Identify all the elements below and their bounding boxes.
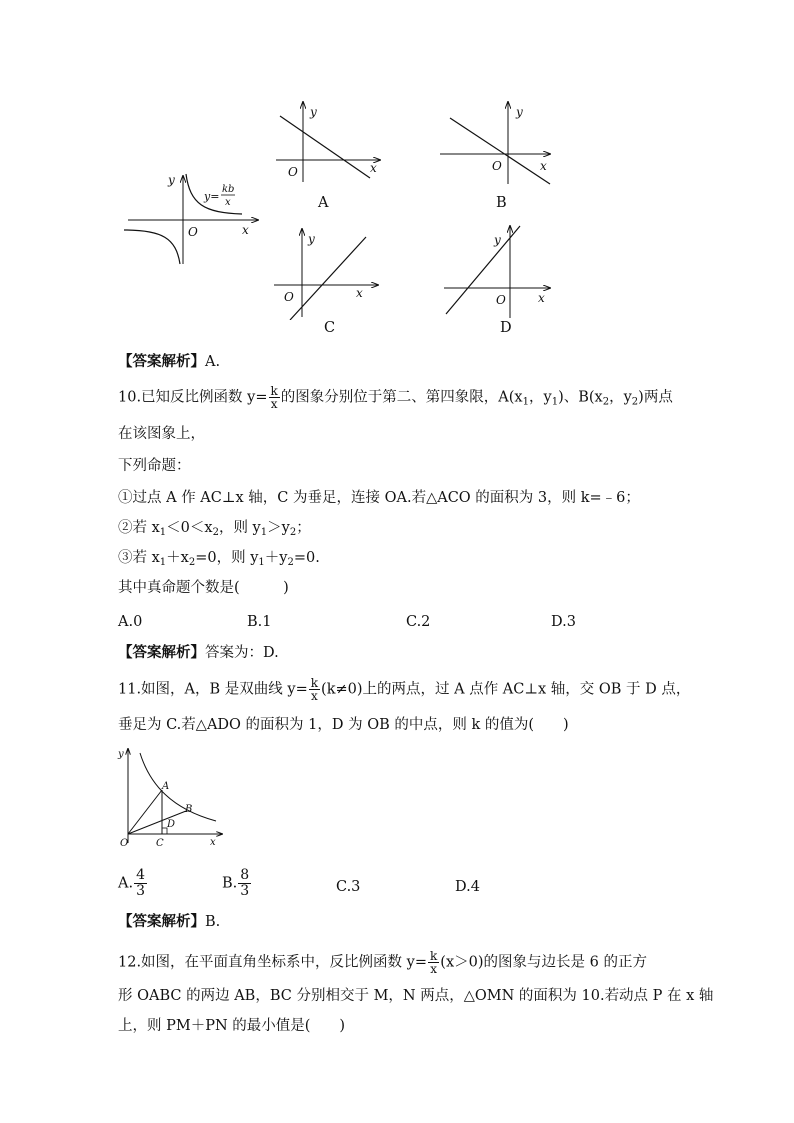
- q10-line3: 下列命题：: [118, 458, 191, 474]
- q12-line1: 12.如图，在平面直角坐标系中，反比例函数 y= $\frac{k}{x}$ (x＞0)的图象与边长是 6 的正方: [118, 949, 647, 976]
- x-label-d: x: [538, 291, 545, 305]
- svg-text:B: B: [185, 804, 193, 815]
- origin-label: O: [188, 225, 198, 239]
- option-d-letter: D: [500, 320, 512, 336]
- q12-line2: 形 OABC 的两边 AB，BC 分别相交于 M，N 两点，△OMN 的面积为 10.若动点 P 在 x 轴: [118, 988, 714, 1004]
- q11-choice-c: C.3: [336, 879, 361, 895]
- x-label: x: [242, 223, 249, 237]
- answer-9: [118, 352, 220, 372]
- origin-label-c: O: [284, 290, 294, 304]
- x-label-c: x: [356, 286, 363, 300]
- option-b-graph: [436, 98, 556, 188]
- y-label-c: y: [308, 232, 315, 246]
- q10-proposition-2: ②若 $x_1<0<x_2$，则 $y_1>y_2$；: [118, 520, 311, 538]
- q10-ask: 其中真命题个数是( ): [118, 580, 289, 596]
- curve-label-num: kb: [222, 184, 235, 195]
- q11-hyperbola: [140, 753, 216, 821]
- curve-label-y: y=: [204, 190, 220, 203]
- q11-choice-b: B. $\frac{8}{3}$: [222, 867, 250, 899]
- answer-10: 【答案解析】答案为：D.: [118, 644, 279, 661]
- y-label-d: y: [494, 233, 501, 247]
- q10-choice-c: C.2: [406, 614, 431, 630]
- origin-label-b: O: [492, 159, 502, 173]
- q10-choice-b: B.1: [247, 614, 272, 630]
- q10-proposition-1: ①过点 A 作 AC⊥x 轴，C 为垂足，连接 OA.若△ACO 的面积为 3，则 k=﹣6；: [118, 490, 640, 506]
- curve-label-den: x: [225, 197, 231, 208]
- y-label-a: y: [310, 105, 317, 119]
- origin-label-d: O: [496, 293, 506, 307]
- q11-line1: 11.如图，A，B 是双曲线 y= $\frac{k}{x}$ (k≠0)上的两点，过 A 点作 AC⊥x 轴，交 OB 于 D 点，: [118, 676, 691, 703]
- q10-line1: 10.已知反比例函数 y= $\frac{k}{x}$ 的图象分别位于第二、第四象限，$A(x_1$，$y_1$)、$B(x_2$，$y_2$)两点: [118, 384, 673, 411]
- q10-choice-a: A.0: [118, 614, 143, 630]
- q10-pre: 10.已知反比例函数 y=: [118, 389, 268, 406]
- q11-line2: 垂足为 C.若△ADO 的面积为 1，D 为 OB 的中点，则 k 的值为( ): [118, 717, 569, 733]
- svg-text:x: x: [210, 837, 216, 848]
- q10-choice-d: D.3: [551, 614, 576, 630]
- q11-choice-a: A. $\frac{4}{3}$: [118, 867, 146, 899]
- option-a-graph: [270, 98, 385, 188]
- hyperbola-branch-2: [124, 230, 180, 264]
- x-label-a: x: [370, 161, 377, 175]
- option-d-graph: [440, 222, 555, 322]
- svg-text:y: y: [118, 749, 124, 760]
- y-label: y: [168, 173, 175, 187]
- q11-graph: [116, 745, 226, 850]
- y-label-b: y: [516, 105, 523, 119]
- q10-proposition-3: ③若 $x_1+x_2=0$，则 $y_1+y_2=0$.: [118, 550, 320, 568]
- q12-fraction: $\frac{k}{x}$: [430, 949, 438, 976]
- x-label-b: x: [540, 159, 547, 173]
- answer-tag: 【答案解析】: [118, 353, 205, 370]
- main-hyperbola-graph: [120, 168, 265, 268]
- line-b: [450, 118, 550, 184]
- svg-text:A: A: [162, 781, 170, 792]
- q10-fraction: $\frac{k}{x}$: [270, 384, 278, 411]
- line-d: [446, 226, 520, 314]
- option-c-graph: [270, 225, 385, 320]
- svg-text:D: D: [167, 819, 176, 830]
- option-b-letter: B: [496, 195, 507, 211]
- q11-choice-d: D.4: [455, 879, 480, 895]
- q12-line3: 上，则 PM＋PN 的最小值是( ): [118, 1018, 346, 1034]
- q11-fraction: $\frac{k}{x}$: [310, 676, 319, 703]
- option-a-letter: A: [318, 195, 329, 211]
- svg-text:O: O: [120, 838, 129, 849]
- line-c: [290, 237, 366, 320]
- answer-text: A.: [205, 354, 221, 370]
- q10-line2: 在该图象上，: [118, 426, 205, 442]
- svg-text:C: C: [156, 838, 164, 849]
- origin-label-a: O: [288, 165, 298, 179]
- option-c-letter: C: [324, 320, 336, 336]
- answer-11: 【答案解析】B.: [118, 913, 221, 930]
